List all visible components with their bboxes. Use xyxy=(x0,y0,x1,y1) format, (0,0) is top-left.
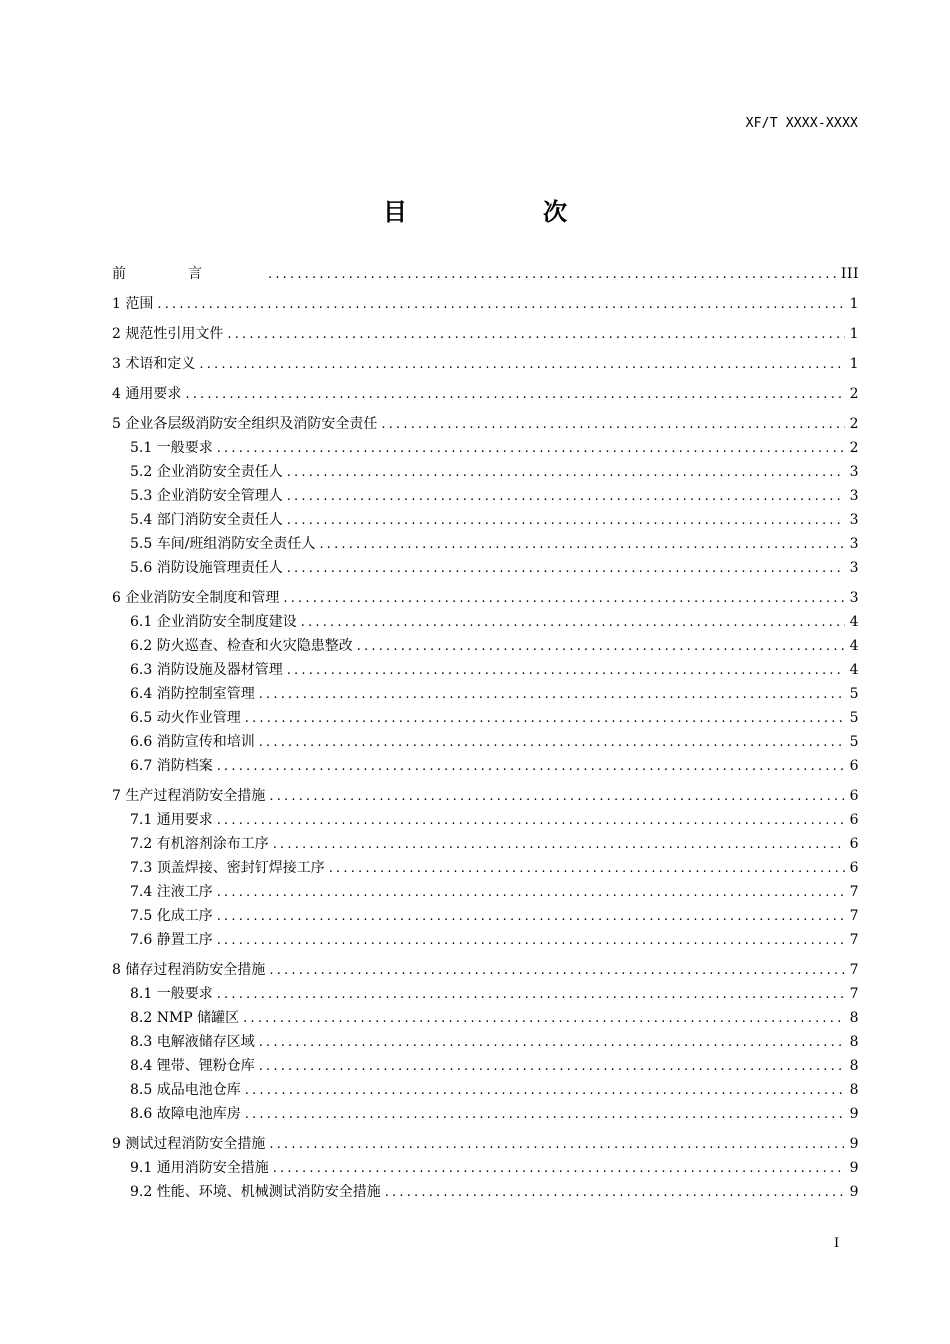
toc-entry[interactable] xyxy=(112,784,859,808)
toc-entry-page: 2 xyxy=(849,440,859,456)
toc-entry-label: 7.4 注液工序 xyxy=(130,884,213,900)
toc-entry-label: 5.3 企业消防安全管理人 xyxy=(130,488,283,504)
toc-entry-label: 4 通用要求 xyxy=(112,386,182,402)
toc-entry-label: 9 测试过程消防安全措施 xyxy=(112,1136,266,1152)
toc-entry[interactable] xyxy=(112,1156,859,1180)
toc-leader-dots xyxy=(217,929,845,952)
toc-entry[interactable] xyxy=(112,1078,859,1102)
toc-entry-label: 6.7 消防档案 xyxy=(130,758,213,774)
toc-entry[interactable] xyxy=(112,1054,859,1078)
toc-entry[interactable] xyxy=(112,880,859,904)
toc-entry-page: 3 xyxy=(849,512,859,528)
toc-entry[interactable] xyxy=(112,1006,859,1030)
toc-entry-page: 8 xyxy=(849,1082,859,1098)
toc-entry-label: 7.3 顶盖焊接、密封钉焊接工序 xyxy=(130,860,325,876)
toc-entry-page: III xyxy=(840,266,859,282)
toc-entry-page: 9 xyxy=(849,1184,859,1200)
toc-entry-label: 8.2 NMP 储罐区 xyxy=(130,1010,240,1026)
toc-leader-dots xyxy=(227,323,845,346)
toc-entry-page: 6 xyxy=(849,788,859,804)
toc-entry-page: 1 xyxy=(849,296,859,312)
toc-entry[interactable] xyxy=(112,586,859,610)
toc-entry-label: 2 规范性引用文件 xyxy=(112,326,224,342)
toc-entry[interactable] xyxy=(112,1030,859,1054)
document-code: XF/T XXXX-XXXX xyxy=(745,116,858,131)
toc-entry[interactable] xyxy=(112,610,859,634)
toc-leader-dots xyxy=(245,1103,845,1126)
toc-entry[interactable] xyxy=(112,292,859,316)
toc-entry-page: 6 xyxy=(849,836,859,852)
toc-leader-dots xyxy=(157,293,845,316)
toc-entry-page: 7 xyxy=(849,986,859,1002)
toc-entry-page: 3 xyxy=(849,536,859,552)
toc-entry[interactable] xyxy=(112,508,859,532)
toc-leader-dots xyxy=(217,755,845,778)
toc-entry-label: 9.1 通用消防安全措施 xyxy=(130,1160,269,1176)
toc-entry[interactable] xyxy=(112,658,859,682)
toc-entry-page: 7 xyxy=(849,884,859,900)
toc-leader-dots xyxy=(217,809,845,832)
toc-leader-dots xyxy=(273,1157,845,1180)
toc-leader-dots xyxy=(269,785,845,808)
toc-entry-label: 3 术语和定义 xyxy=(112,356,196,372)
toc-entry-label: 8.5 成品电池仓库 xyxy=(130,1082,241,1098)
toc-entry-label: 8.4 锂带、锂粉仓库 xyxy=(130,1058,255,1074)
toc-entry-page: 7 xyxy=(849,962,859,978)
toc-entry-label: 6.6 消防宣传和培训 xyxy=(130,734,255,750)
toc-entry-label: 5.1 一般要求 xyxy=(130,440,213,456)
toc-leader-dots xyxy=(245,1079,845,1102)
toc-entry-label: 6.5 动火作业管理 xyxy=(130,710,241,726)
toc-entry-label: 7.2 有机溶剂涂布工序 xyxy=(130,836,269,852)
toc-leader-dots xyxy=(269,959,845,982)
toc-entry[interactable] xyxy=(112,928,859,952)
toc-entry[interactable] xyxy=(112,856,859,880)
toc-entry-label: 8 储存过程消防安全措施 xyxy=(112,962,266,978)
toc-leader-dots xyxy=(217,437,845,460)
toc-entry[interactable] xyxy=(112,382,859,406)
toc-entry-page: 5 xyxy=(849,686,859,702)
toc-entry-page: 2 xyxy=(849,386,859,402)
toc-leader-dots xyxy=(287,509,845,532)
toc-entry-label: 8.1 一般要求 xyxy=(130,986,213,1002)
toc-entry[interactable] xyxy=(112,634,859,658)
toc-entry-label: 7 生产过程消防安全措施 xyxy=(112,788,266,804)
toc-entry-page: 8 xyxy=(849,1034,859,1050)
toc-entry-label: 6.1 企业消防安全制度建设 xyxy=(130,614,297,630)
toc-entry-page: 3 xyxy=(849,560,859,576)
toc-entry-label: 5.2 企业消防安全责任人 xyxy=(130,464,283,480)
toc-entry-label: 8.3 电解液储存区域 xyxy=(130,1034,255,1050)
toc-entry-page: 8 xyxy=(849,1058,859,1074)
toc-entry[interactable] xyxy=(112,754,859,778)
toc-entry-page: 4 xyxy=(849,614,859,630)
toc-leader-dots xyxy=(259,1055,845,1078)
toc-entry-label: 9.2 性能、环境、机械测试消防安全措施 xyxy=(130,1184,381,1200)
toc-entry[interactable] xyxy=(112,904,859,928)
toc-entry[interactable] xyxy=(112,556,859,580)
toc-leader-dots xyxy=(268,263,837,286)
toc-entry-page: 1 xyxy=(849,326,859,342)
toc-entry-page: 7 xyxy=(849,932,859,948)
toc-entry-label: 5.6 消防设施管理责任人 xyxy=(130,560,283,576)
toc-entry-label: 8.6 故障电池库房 xyxy=(130,1106,241,1122)
toc-entry-page: 9 xyxy=(849,1106,859,1122)
toc-entry[interactable] xyxy=(112,958,859,982)
toc-entry-label: 7.6 静置工序 xyxy=(130,932,213,948)
toc-leader-dots xyxy=(217,881,845,904)
toc-title: 目 次 xyxy=(383,198,623,226)
toc-entry-label: 5.4 部门消防安全责任人 xyxy=(130,512,283,528)
toc-entry-page: 3 xyxy=(849,590,859,606)
toc-entry-label: 6.3 消防设施及器材管理 xyxy=(130,662,283,678)
toc-entry-page: 5 xyxy=(849,710,859,726)
toc-leader-dots xyxy=(243,1007,845,1030)
toc-entry[interactable] xyxy=(112,1132,859,1156)
toc-leader-dots xyxy=(259,683,845,706)
toc-entry-page: 9 xyxy=(849,1136,859,1152)
toc-entry-page: 4 xyxy=(849,662,859,678)
toc-leader-dots xyxy=(259,731,845,754)
toc-entry[interactable] xyxy=(112,460,859,484)
toc-leader-dots xyxy=(385,1181,845,1204)
toc-leader-dots xyxy=(273,833,845,856)
toc-entry-label: 6 企业消防安全制度和管理 xyxy=(112,590,280,606)
toc-entry[interactable] xyxy=(112,532,859,556)
toc-entry-page: 5 xyxy=(849,734,859,750)
toc-entry-label: 5.5 车间/班组消防安全责任人 xyxy=(130,536,316,552)
toc-leader-dots xyxy=(259,1031,845,1054)
toc-entry-page: 2 xyxy=(849,416,859,432)
toc-leader-dots xyxy=(319,533,845,556)
toc-entry[interactable] xyxy=(112,730,859,754)
toc-entry[interactable] xyxy=(112,832,859,856)
toc-leader-dots xyxy=(287,485,845,508)
toc-leader-dots xyxy=(329,857,845,880)
toc-leader-dots xyxy=(357,635,845,658)
toc-leader-dots xyxy=(199,353,845,376)
toc-entry-label: 6.4 消防控制室管理 xyxy=(130,686,255,702)
toc-leader-dots xyxy=(217,983,845,1006)
toc-entry-page: 3 xyxy=(849,488,859,504)
toc-entry[interactable] xyxy=(112,1180,859,1204)
toc-entry-label: 5 企业各层级消防安全组织及消防安全责任 xyxy=(112,416,378,432)
toc-entry[interactable] xyxy=(112,322,859,346)
toc-entry[interactable] xyxy=(112,1102,859,1126)
toc-leader-dots xyxy=(269,1133,845,1156)
toc-entry[interactable] xyxy=(112,412,859,436)
toc-leader-dots xyxy=(283,587,845,610)
toc-leader-dots xyxy=(185,383,845,406)
toc-entry[interactable] xyxy=(112,982,859,1006)
toc-entry-page: 4 xyxy=(849,638,859,654)
toc-entry-page: 7 xyxy=(849,908,859,924)
toc-leader-dots xyxy=(287,557,845,580)
toc-entry-page: 6 xyxy=(849,860,859,876)
table-of-contents xyxy=(112,262,859,1204)
toc-entry-page: 1 xyxy=(849,356,859,372)
toc-leader-dots xyxy=(287,659,845,682)
toc-leader-dots xyxy=(381,413,845,436)
toc-entry-page: 6 xyxy=(849,758,859,774)
toc-entry[interactable] xyxy=(112,436,859,460)
toc-entry-label: 7.5 化成工序 xyxy=(130,908,213,924)
toc-entry[interactable] xyxy=(112,808,859,832)
toc-entry[interactable] xyxy=(112,484,859,508)
toc-entry-page: 3 xyxy=(849,464,859,480)
toc-entry[interactable] xyxy=(112,262,859,286)
toc-entry[interactable] xyxy=(112,682,859,706)
toc-entry-page: 9 xyxy=(849,1160,859,1176)
toc-entry-label: 前言 xyxy=(112,266,264,282)
toc-entry-page: 6 xyxy=(849,812,859,828)
toc-leader-dots xyxy=(287,461,845,484)
toc-entry-label: 1 范围 xyxy=(112,296,154,312)
toc-entry[interactable] xyxy=(112,352,859,376)
page-number: I xyxy=(834,1236,840,1251)
toc-entry-label: 6.2 防火巡查、检查和火灾隐患整改 xyxy=(130,638,353,654)
toc-entry-label: 7.1 通用要求 xyxy=(130,812,213,828)
toc-entry-page: 8 xyxy=(849,1010,859,1026)
toc-leader-dots xyxy=(301,611,845,634)
toc-entry[interactable] xyxy=(112,706,859,730)
toc-leader-dots xyxy=(245,707,845,730)
toc-leader-dots xyxy=(217,905,845,928)
